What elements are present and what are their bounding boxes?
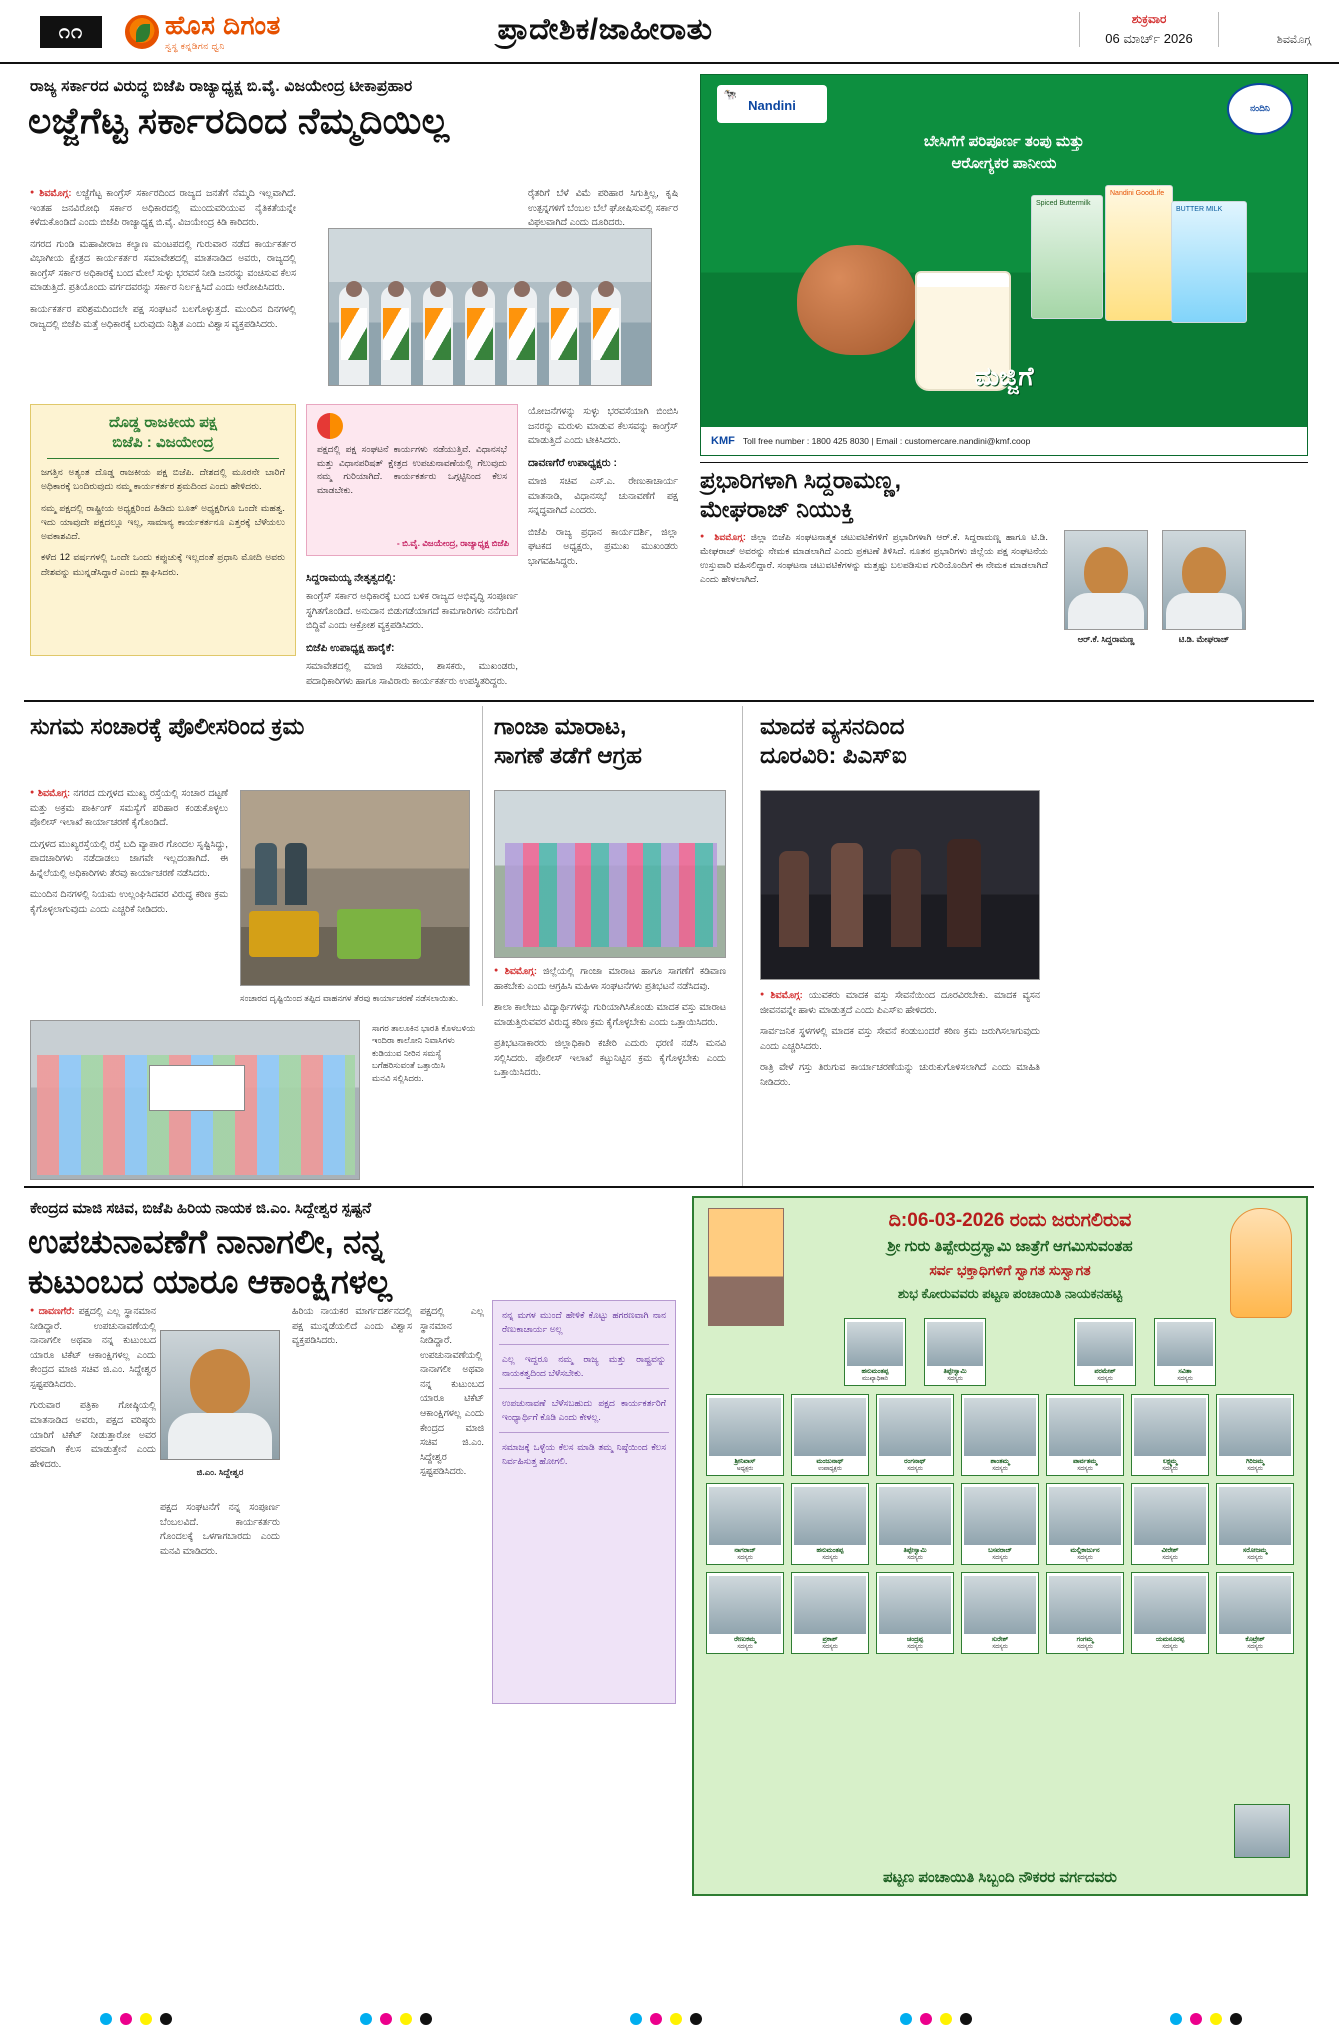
official-role: ಸದಸ್ಯರು: [947, 1376, 963, 1382]
story-appointment: [700, 466, 1308, 688]
person-photo: [964, 1487, 1036, 1545]
lead-para-3: ಕಾರ್ಯಕರ್ತರ ಪರಿಶ್ರಮದಿಂದಲೇ ಪಕ್ಷ ಸಂಘಟನೆ ಬಲಗೊಳ್ಳುತ್ತದೆ. ಮುಂದಿನ ದಿನಗಳಲ್ಲಿ ರಾಜ್ಯದಲ್ಲಿ ಬಿಜೆಪಿ ಮತ್ತೆ ಅಧಿಕಾರಕ್ಕೆ ಬರುವುದು ನಿಶ್ಚಿತ ಎಂದು ವಿಶ್ವಾಸ ವ್ಯಕ್ತಪಡಿಸಿದರು.: [30, 303, 296, 329]
logo-title: ಹೊಸ ದಿಗಂತ: [165, 10, 281, 40]
official-name: ತಿಪ್ಪೇಸ್ವಾಮಿ: [943, 1368, 967, 1375]
pack2-label: Nandini GoodLife: [1110, 190, 1165, 197]
section-title: ಪ್ರಾದೇಶಿಕ/ಜಾಹೀರಾತು: [497, 13, 713, 46]
appointment-headline: [700, 466, 1308, 524]
person-photo: [1049, 1398, 1121, 1456]
person-name: ವೀರೇಶ್: [1161, 1547, 1179, 1554]
drugs-para-3: ರಾತ್ರಿ ವೇಳೆ ಗಸ್ತು ತಿರುಗುವ ಕಾರ್ಯಾಚರಣೆಯನ್ನು ಚುರುಕುಗೊಳಿಸಲಾಗಿದೆ ಎಂದು ಮಾಹಿತಿ ನೀಡಿದರು.: [760, 1061, 1040, 1087]
person-card: [791, 1394, 869, 1476]
person-name: ಕೊಟ್ರೇಶ್: [1245, 1636, 1265, 1643]
person-card: [876, 1483, 954, 1565]
nandini-tagline-line1: ಬೇಸಿಗೆಗೆ ಪರಿಪೂರ್ಣ ತಂಪು ಮತ್ತು: [923, 133, 1085, 150]
crowd-illustration: [505, 843, 717, 947]
person-photo: [1134, 1398, 1206, 1456]
appointment-text: ಜಿಲ್ಲಾ ಬಿಜೆಪಿ ಸಂಘಟನಾತ್ಮಕ ಚಟುವಟಿಕೆಗಳಿಗೆ ಪ್ರಭಾರಿಗಳಾಗಿ ಆರ್.ಕೆ. ಸಿದ್ದರಾಮಣ್ಣ ಹಾಗೂ ಟಿ.ಡಿ. ಮೇಘರಾಜ್ ಅವರನ್ನು ನೇಮಕ ಮಾಡಲಾಗಿದೆ ಎಂದು ಪ್ರಕಟಣೆ ತಿಳಿಸಿದೆ. ನೂತನ ಪ್ರಭಾರಿಗಳು ಜಿಲ್ಲೆಯ ಪಕ್ಷ ಸಂಘಟನೆಯ ಉಸ್ತುವಾರಿ ವಹಿಸಲಿದ್ದಾರೆ. ಸಂಘಟನಾ ಚಟುವಟಿಕೆಗಳನ್ನು ಮತ್ತಷ್ಟು ಬಲಪಡಿಸುವ ಗುರಿಯೊಂದಿಗೆ ಈ ನೇಮಕ ಮಾಡಲಾಗಿದೆ ಎಂದು ಹೇಳಲಾಗಿದೆ.: [700, 531, 1048, 585]
bottom-para-5: ಪಕ್ಷದಲ್ಲಿ ಎಲ್ಲ ಸ್ಥಾನಮಾನ ನೀಡಿದ್ದಾರೆ. ಉಪಚುನಾವಣೆಯಲ್ಲಿ ನಾನಾಗಲೀ ಅಥವಾ ನನ್ನ ಕುಟುಂಬದ ಯಾರೂ ಟಿಕೆಟ್ ಆಕಾಂಕ್ಷಿಗಳಲ್ಲ ಎಂದು ಕೇಂದ್ರದ ಮಾಜಿ ಸಚಿವ ಜಿ.ಎಂ. ಸಿದ್ದೇಶ್ವರ ಸ್ಪಷ್ಟಪಡಿಸಿದರು.: [420, 1305, 484, 1477]
official-card: [844, 1318, 906, 1386]
drugs-headline-line2: ದೂರವಿರಿ: ಪಿಎಸ್ಐ: [760, 741, 907, 768]
person-photo: [964, 1398, 1036, 1456]
person-photo: [1219, 1576, 1291, 1634]
col4-para-3: ಬಿಜೆಪಿ ರಾಜ್ಯ ಪ್ರಧಾನ ಕಾರ್ಯದರ್ಶಿ, ಜಿಲ್ಲಾ ಘಟಕದ ಅಧ್ಯಕ್ಷರು, ಪ್ರಮುಖ ಮುಖಂಡರು ಭಾಗವಹಿಸಿದ್ದರು.: [528, 525, 678, 566]
person-name: ಸರೋಜಮ್ಮ: [1242, 1547, 1268, 1554]
traffic-para-3: ಮುಂದಿನ ದಿನಗಳಲ್ಲಿ ನಿಯಮ ಉಲ್ಲಂಘಿಸಿದವರ ವಿರುದ್ಧ ಕಠಿಣ ಕ್ರಮ ಕೈಗೊಳ್ಳಲಾಗುವುದು ಎಂದು ಎಚ್ಚರಿಕೆ ನೀಡಿದರು.: [30, 888, 228, 915]
product-pack-buttermilk: [1171, 201, 1247, 323]
person-card: [706, 1572, 784, 1654]
person-illustration: [891, 849, 921, 947]
official-role: ಸದಸ್ಯರು: [1177, 1376, 1193, 1382]
logo-icon: [125, 15, 159, 49]
logo-subtitle: ಸ್ವಸ್ಥ ಕನ್ನಡಿಗನ ಧ್ವನಿ: [165, 41, 225, 51]
bottom-para-3: ಪಕ್ಷದ ಸಂಘಟನೆಗೆ ನನ್ನ ಸಂಪೂರ್ಣ ಬೆಂಬಲವಿದೆ. ಕಾರ್ಯಕರ್ತರು ಗೊಂದಲಕ್ಕೆ ಒಳಗಾಗಬಾರದು ಎಂದು ಮನವಿ ಮಾಡಿದರು.: [160, 1501, 280, 1556]
purple-quote-3: ಉಪಚುನಾವಣೆ ಬೆಳೆಸಬಹುದು ಪಕ್ಷದ ಕಾರ್ಯಕರ್ತರಿಗೆ ಇಂಧ್ಯಾರ್ಥಿಗೆ ಕೊಡಿ ಎಂದು ಕೇಳಲ್ಲ.: [502, 1398, 666, 1422]
fruit-cart-illustration: [249, 911, 319, 957]
person-card: [791, 1572, 869, 1654]
appointment-dateline: ಶಿವಮೊಗ್ಗ:: [714, 531, 746, 542]
lead-column-1: [30, 186, 296, 398]
person-name: ಹನುಮಂತಪ್ಪ: [816, 1547, 844, 1554]
divider: [47, 458, 279, 459]
official-photo: [847, 1322, 903, 1366]
col4-para-2: ಮಾಜಿ ಸಚಿವ ಎಸ್.ಎ. ರೇಣುಕಾಚಾರ್ಯ ಮಾತನಾಡಿ, ವಿಧಾನಸಭೆ ಚುನಾವಣೆಗೆ ಪಕ್ಷ ಸನ್ನದ್ಧವಾಗಿದೆ ಎಂದರು.: [528, 475, 678, 516]
jatre-line-3: ಸರ್ವ ಭಕ್ತಾಧಿಗಳಿಗೆ ಸ್ವಾಗತ ಸುಸ್ವಾಗತ: [929, 1262, 1091, 1278]
person-role: ಸದಸ್ಯರು: [1247, 1555, 1263, 1561]
official-name: ಪರಮೇಶ್: [1094, 1368, 1116, 1375]
person-role: ಸದಸ್ಯರು: [1247, 1466, 1263, 1472]
person-name: ಯಮನೂರಪ್ಪ: [1155, 1636, 1185, 1643]
officer-2-illustration: [285, 843, 307, 905]
ganja-para-1: ಜಿಲ್ಲೆಯಲ್ಲಿ ಗಾಂಜಾ ಮಾರಾಟ ಹಾಗೂ ಸಾಗಣೆಗೆ ಕಡಿವಾಣ ಹಾಕಬೇಕು ಎಂದು ಆಗ್ರಹಿಸಿ ಮಹಿಳಾ ಸಂಘಟನೆಗಳು ಪ್ರತಿಭಟನೆ ನಡೆಸಿದವು.: [494, 965, 726, 991]
quote-attribution: - ಬಿ.ವೈ. ವಿಜಯೇಂದ್ರ, ರಾಜ್ಯಾಧ್ಯಕ್ಷ ಬಿಜೆಪಿ: [396, 538, 509, 548]
yellow-box-title-2: ಬಿಜೆಪಿ : ವಿಜಯೇಂದ್ರ: [112, 433, 214, 451]
bottom-para-1: ಪಕ್ಷದಲ್ಲಿ ಎಲ್ಲ ಸ್ಥಾನಮಾನ ನೀಡಿದ್ದಾರೆ. ಉಪಚುನಾವಣೆಯಲ್ಲಿ ನಾನಾಗಲೀ ಅಥವಾ ನನ್ನ ಕುಟುಂಬದ ಯಾರೂ ಟಿಕೆಟ್ ಆಕಾಂಕ್ಷಿಗಳಲ್ಲ ಎಂದು ಕೇಂದ್ರದ ಮಾಜಿ ಸಚಿವ ಜಿ.ಎಂ. ಸಿದ್ದೇಶ್ವರ ಸ್ಪಷ್ಟಪಡಿಸಿದರು.: [30, 1305, 156, 1389]
ganja-para-3: ಪ್ರತಿಭಟನಾಕಾರರು ಜಿಲ್ಲಾಧಿಕಾರಿ ಕಚೇರಿ ಎದುರು ಧರಣಿ ನಡೆಸಿ ಮನವಿ ಸಲ್ಲಿಸಿದರು. ಪೊಲೀಸ್ ಇಲಾಖೆ ಕಟ್ಟುನಿಟ್ಟಿನ ಕ್ರಮ ಕೈಗೊಳ್ಳಬೇಕು ಎಂದು ಒತ್ತಾಯಿಸಿದರು.: [494, 1037, 726, 1078]
chariot-illustration: [708, 1208, 784, 1326]
person-illustration: [831, 843, 863, 947]
person-card: [1216, 1394, 1294, 1476]
person-card: [1131, 1572, 1209, 1654]
purple-quote-1: ನನ್ನ ಮಗಳ ಮುಂದೆ ಹೇಳಿಕೆ ಕೊಟ್ಟು ಹಗರಣವಾಗಿ ನಾನ ರೆಣುಕಾಚಾರ್ಯ ಅಲ್ಲ: [502, 1310, 666, 1334]
person-role: ಸದಸ್ಯರು: [822, 1555, 838, 1561]
person-card: [961, 1394, 1039, 1476]
subhead-siddaramaiah: ಸಿದ್ದರಾಮಯ್ಯ ನೇತೃತ್ವದಲ್ಲಿ:: [306, 572, 396, 584]
date-block: [1079, 12, 1219, 47]
portrait-caption-siddeshwara: ಜಿ.ಎಂ. ಸಿದ್ದೇಶ್ವರ: [196, 1467, 244, 1477]
divider: [700, 462, 1308, 463]
person-name: ನಾಗರಾಜ್: [734, 1547, 756, 1554]
person-name: ಸುರೇಶ್: [991, 1636, 1009, 1643]
protest-caption-l3: ಕುಡಿಯುವ ನೀರಿನ ಸಮಸ್ಯೆ: [372, 1047, 442, 1058]
divider: [742, 706, 743, 1186]
person-role: ಸದಸ್ಯರು: [737, 1555, 753, 1561]
person-card: [1046, 1394, 1124, 1476]
official-photo: [1077, 1322, 1133, 1366]
registration-marks: [0, 2013, 1339, 2027]
protest-caption-l5: ಮನವಿ ಸಲ್ಲಿಸಿದರು.: [372, 1072, 424, 1083]
person-card: [1046, 1483, 1124, 1565]
vegetable-cart-illustration: [337, 909, 421, 959]
person-card: [961, 1483, 1039, 1565]
person-photo: [1049, 1576, 1121, 1634]
bottom-dateline: ದಾವಣಗೆರೆ:: [38, 1305, 75, 1316]
portrait-siddaramanna: [1064, 530, 1148, 630]
lead-kicker: ರಾಜ್ಯ ಸರ್ಕಾರದ ವಿರುದ್ಧ ಬಿಜೆಪಿ ರಾಜ್ಯಾಧ್ಯಕ್ಷ ಬಿ.ವೈ. ವಿಜಯೇಂದ್ರ ಟೀಕಾಪ್ರಹಾರ: [30, 78, 413, 95]
person-card: [1131, 1483, 1209, 1565]
drugs-para-1: ಯುವಕರು ಮಾದಕ ವಸ್ತು ಸೇವನೆಯಿಂದ ದೂರವಿರಬೇಕು. ಮಾದಕ ವ್ಯಸನ ಜೀವನವನ್ನೇ ಹಾಳು ಮಾಡುತ್ತದೆ ಎಂದು ಪಿಎಸ್ಐ ಹೇಳಿದರು.: [760, 989, 1040, 1015]
jatre-footer: ಪಟ್ಟಣ ಪಂಚಾಯಿತಿ ಸಿಬ್ಬಂದಿ ನೌಕರರ ವರ್ಗದವರು: [883, 1869, 1117, 1886]
subhead-vicepresident: ಬಿಜೆಪಿ ಉಪಾಧ್ಯಕ್ಷ ಹಾರೈಕೆ:: [306, 642, 395, 654]
bottom-headline: [28, 1222, 688, 1301]
lead-para-1: ಲಜ್ಜೆಗೆಟ್ಟ ಕಾಂಗ್ರೆಸ್ ಸರ್ಕಾರದಿಂದ ರಾಜ್ಯದ ಜನತೆಗೆ ನೆಮ್ಮದಿ ಇಲ್ಲವಾಗಿದೆ. ಇಂತಹ ಜನವಿರೋಧಿ ಸರ್ಕಾರ ಅಧಿಕಾರದಲ್ಲಿ ಮುಂದುವರಿಯುವ ನೈತಿಕತೆಯನ್ನೇ ಕಳೆದುಕೊಂಡಿದೆ ಎಂದು ಬಿಜೆಪಿ ರಾಜ್ಯಾಧ್ಯಕ್ಷ ಬಿ.ವೈ. ವಿಜಯೇಂದ್ರ ಕಿಡಿ ಕಾರಿದರು.: [30, 187, 296, 228]
street-market-photo: [240, 790, 470, 986]
advertisement-jatre[interactable]: [692, 1196, 1308, 1896]
purple-quote-4: ಸಮಾಜಕ್ಕೆ ಒಳ್ಳೆಯ ಕೆಲಸ ಮಾಡಿ ತಮ್ಮ ನಿಷ್ಠೆಯಿಂದ ಕೆಲಸ ನಿರ್ವಹಿಸುತ್ತ ಹೋಗಲಿ.: [502, 1442, 666, 1466]
protest-caption-l1: ಸಾಗರ ತಾಲೂಕಿನ ಭಾರತಿ ಕೊಳಬಳಿಯ: [372, 1023, 476, 1033]
person-photo: [709, 1398, 781, 1456]
drugs-para-2: ಸಾರ್ವಜನಿಕ ಸ್ಥಳಗಳಲ್ಲಿ ಮಾದಕ ವಸ್ತು ಸೇವನೆ ಕಂಡುಬಂದರೆ ಕಠಿಣ ಕ್ರಮ ಜರುಗಿಸಲಾಗುವುದು ಎಂದು ಎಚ್ಚರಿಸಿದರು.: [760, 1025, 1040, 1051]
official-card: [1074, 1318, 1136, 1386]
official-name: ಸವಿತಾ: [1178, 1368, 1192, 1375]
lead-para-2: ನಗರದ ಗುಂಡಿ ಮಹಾವೀರಾಜ ಕಲ್ಯಾಣ ಮಂಟಪದಲ್ಲಿ ಗುರುವಾರ ನಡೆದ ಕಾರ್ಯಕರ್ತರ ವಿಭಾಗೀಯ ಕ್ಷೇತ್ರದ ಕಾರ್ಯಕರ್ತರ ಸಮಾವೇಶದಲ್ಲಿ ಮಾತನಾಡಿದ ಅವರು, ರಾಜ್ಯದಲ್ಲಿ ಕಾಂಗ್ರೆಸ್ ಸರ್ಕಾರ ಅಧಿಕಾರಕ್ಕೆ ಬಂದ ಮೇಲೆ ಸುಳ್ಳು ಭರವಸೆ ನೀಡಿ ಜನರನ್ನು ವಂಚಿಸುವ ಕೆಲಸ ಮಾಡುತ್ತಿದೆ. ಪ್ರತಿಯೊಂದು ವರ್ಗದವರನ್ನು ಸರ್ಕಾರ ನಿರ್ಲಕ್ಷಿಸಿದೆ ಎಂದು ಆರೋಪಿಸಿದರು.: [30, 237, 296, 293]
person-photo: [1219, 1398, 1291, 1456]
person-photo: [879, 1487, 951, 1545]
quote-text: ಪಕ್ಷದಲ್ಲಿ ಪಕ್ಷ ಸಂಘಟನೆ ಕಾರ್ಯಗಳು ನಡೆಯುತ್ತಿವೆ. ವಿಧಾನಸಭೆ ಮತ್ತು ವಿಧಾನಪರಿಷತ್ ಕ್ಷೇತ್ರದ ಉಪಚುನಾವಣೆಯಲ್ಲಿ ಗೆಲುವುದು ನಮ್ಮ ಗುರಿಯಾಗಿದೆ. ಕಾರ್ಯಕರ್ತರು ಒಗ್ಗಟ್ಟಿನಿಂದ ಕೆಲಸ ಮಾಡಬೇಕು.: [317, 444, 507, 495]
person-card: [876, 1572, 954, 1654]
person-photo: [879, 1398, 951, 1456]
police-officer-illustration: [255, 843, 277, 905]
col3-para-2: ಕಾಂಗ್ರೆಸ್ ಸರ್ಕಾರ ಅಧಿಕಾರಕ್ಕೆ ಬಂದ ಬಳಿಕ ರಾಜ್ಯದ ಅಭಿವೃದ್ಧಿ ಸಂಪೂರ್ಣ ಸ್ಥಗಿತಗೊಂಡಿದೆ. ಅನುದಾನ ಬಿಡುಗಡೆಯಾಗದೆ ಕಾಮಗಾರಿಗಳು ನನೆಗುದಿಗೆ ಬಿದ್ದಿವೆ ಎಂದು ಆಕ್ರೋಶ ವ್ಯಕ್ತಪಡಿಸಿದರು.: [306, 590, 518, 631]
person-role: ಸದಸ್ಯರು: [1162, 1466, 1178, 1472]
weekday-label: ಶುಕ್ರವಾರ: [1131, 12, 1167, 26]
pack1-label: Spiced Buttermilk: [1036, 200, 1091, 207]
person-name: ಮಲ್ಲಿಕಾರ್ಜುನ: [1070, 1547, 1100, 1554]
person-role: ಸದಸ್ಯರು: [992, 1466, 1008, 1472]
person-name: ಶ್ರೀನಿವಾಸ್: [734, 1458, 756, 1465]
person-card: [1046, 1572, 1124, 1654]
drugs-headline-line1: ಮಾದಕ ವ್ಯಸನದಿಂದ: [760, 713, 905, 739]
person-name: ಮಂಜುನಾಥ್: [816, 1458, 844, 1465]
person-role: ಉಪಾಧ್ಯಕ್ಷರು: [818, 1466, 842, 1472]
highlight-box-bjp: [30, 404, 296, 656]
protest-caption-l2: ಇಂದಿರಾ ಕಾಲೋನಿ ನಿವಾಸಿಗಳು: [372, 1035, 455, 1046]
official-role: ಮುಖ್ಯಾಧಿಕಾರಿ: [862, 1376, 888, 1382]
person-illustration: [779, 851, 809, 947]
person-name: ರೇಣುಕಮ್ಮ: [734, 1636, 756, 1643]
person-photo: [709, 1487, 781, 1545]
appointment-headline-line1: ಪ್ರಭಾರಿಗಳಾಗಿ ಸಿದ್ದರಾಮಣ್ಣ,: [700, 467, 902, 493]
official-photo: [1157, 1322, 1213, 1366]
person-role: ಸದಸ್ಯರು: [1162, 1644, 1178, 1650]
person-photo: [1134, 1487, 1206, 1545]
person-role: ಅಧ್ಯಕ್ಷರು: [736, 1466, 754, 1472]
portrait-caption-1: ಆರ್.ಕೆ. ಸಿದ್ದರಾಮಣ್ಣ: [1077, 634, 1135, 644]
person-role: ಸದಸ್ಯರು: [1247, 1644, 1263, 1650]
person-name: ಲಕ್ಷ್ಮಮ್ಮ: [1162, 1458, 1178, 1465]
yellow-box-para-3: ಕಳೆದ 12 ವರ್ಷಗಳಲ್ಲಿ ಒಂದೇ ಒಂದು ಕಪ್ಪುಚುಕ್ಕೆ ಇಲ್ಲದಂತೆ ಪ್ರಧಾನಿ ಮೋದಿ ಅವರು ದೇಶವನ್ನು ಮುನ್ನಡೆಸಿದ್ದಾರೆ ಎಂದು ಶ್ಲಾಘಿಸಿದರು.: [41, 552, 285, 577]
bottom-kicker: ಕೇಂದ್ರದ ಮಾಜಿ ಸಚಿವ, ಬಿಜೆಪಿ ಹಿರಿಯ ನಾಯಕ ಜಿ.ಎಂ. ಸಿದ್ದೇಶ್ವರ ಸ್ಪಷ್ಟನೆ: [30, 1200, 372, 1217]
nandini-tagline-line2: ಆರೋಗ್ಯಕರ ಪಾನೀಯ: [951, 154, 1057, 172]
bottom-headline-line1: ಉಪಚುನಾವಣೆಗೆ ನಾನಾಗಲೀ, ನನ್ನ: [28, 1223, 385, 1260]
official-card: [1154, 1318, 1216, 1386]
person-name: ರಂಗನಾಥ್: [904, 1458, 926, 1465]
person-card: [961, 1572, 1039, 1654]
yellow-box-para-2: ನಮ್ಮ ಪಕ್ಷದಲ್ಲಿ ರಾಷ್ಟ್ರೀಯ ಅಧ್ಯಕ್ಷರಿಂದ ಹಿಡಿದು ಬೂತ್ ಅಧ್ಯಕ್ಷರಿಗೂ ಒಂದೇ ಮಹತ್ವ. ಇದು ಯಾವುದೇ ಪಕ್ಷದಲ್ಲೂ ಇಲ್ಲ, ಸಾಮಾನ್ಯ ಕಾರ್ಯಕರ್ತನೂ ಎತ್ತರಕ್ಕೆ ಬೆಳೆಯಲು ಅವಕಾಶವಿದೆ.: [41, 502, 285, 541]
street-photo-caption: ಸಂಚಾರದ ದೃಷ್ಟಿಯಿಂದ ತಪ್ಪಿದ ವಾಹನಗಳ ತೆರವು ಕಾರ್ಯಾಚರಣೆ ನಡೆಸಲಾಯಿತು.: [240, 993, 459, 1003]
official-role: ಸದಸ್ಯರು: [1097, 1376, 1113, 1382]
jatre-date-line: ದಿ:06-03-2026 ರಂದು ಜರುಗಲಿರುವ: [888, 1210, 1132, 1231]
person-illustration: [947, 839, 981, 947]
person-role: ಸದಸ್ಯರು: [737, 1644, 753, 1650]
drugs-dateline: ಶಿವಮೊಗ್ಗ:: [770, 989, 803, 1000]
person-role: ಸದಸ್ಯರು: [1162, 1555, 1178, 1561]
traffic-para-2: ದುಗ್ಗಳದ ಮುಖ್ಯರಸ್ತೆಯಲ್ಲಿ ರಸ್ತೆ ಬದಿ ವ್ಯಾಪಾರ ಗೊಂದಲ ಸೃಷ್ಟಿಸಿದ್ದು, ಪಾದಚಾರಿಗಳು ನಡೆದಾಡಲು ಜಾಗವೇ ಇಲ್ಲದಂತಾಗಿದೆ. ಈ ಹಿನ್ನೆಲೆಯಲ್ಲಿ ಅಧಿಕಾರಿಗಳು ತೆರವು ಕಾರ್ಯಾಚರಣೆ ನಡೆಸಿದರು.: [30, 837, 228, 878]
bottom-para-4: ಹಿರಿಯ ನಾಯಕರ ಮಾರ್ಗದರ್ಶನದಲ್ಲಿ ಪಕ್ಷ ಮುನ್ನಡೆಯಲಿದೆ ಎಂದು ವಿಶ್ವಾಸ ವ್ಯಕ್ತಪಡಿಸಿದರು.: [292, 1305, 412, 1346]
person-card: [706, 1483, 784, 1565]
protest-banner: [149, 1065, 245, 1111]
person-photo: [1134, 1576, 1206, 1634]
bottom-column-4: [420, 1304, 484, 1884]
official-name: ಹನುಮಂತಪ್ಪ: [861, 1368, 889, 1375]
cow-icon: 🐄: [723, 89, 737, 101]
subhead-davanagere: ದಾವಣಗೆರೆ ಉಪಾಧ್ಯಕ್ಷರು :: [528, 456, 618, 469]
masthead: [0, 0, 1339, 64]
signatory-card: [1234, 1804, 1290, 1858]
ganja-headline-line1: ಗಾಂಜಾ ಮಾರಾಟ,: [494, 713, 627, 739]
section-divider: [24, 700, 1314, 702]
drugs-headline: [760, 712, 1060, 769]
bottom-column-1: [30, 1304, 156, 1884]
person-role: ಸದಸ್ಯರು: [822, 1644, 838, 1650]
product-pack-spiced-buttermilk: [1031, 195, 1103, 319]
quote-icon: [317, 413, 343, 439]
appointment-headline-line2: ಮೇಘರಾಜ್ ನಿಯುಕ್ತಿ: [700, 495, 854, 522]
person-name: ಶಾಂತಮ್ಮ: [990, 1458, 1010, 1465]
person-card: [1216, 1483, 1294, 1565]
person-photo: [1219, 1487, 1291, 1545]
portrait-megharaj: [1162, 530, 1246, 630]
person-photo: [709, 1576, 781, 1634]
ganja-dateline: ಶಿವಮೊಗ್ಗ:: [504, 965, 537, 976]
protest-photo-caption: [372, 1022, 480, 1084]
nandini-logo: [717, 85, 827, 123]
nandini-product-name: ಮಜ್ಜಿಗೆ: [974, 361, 1034, 391]
advertisement-nandini[interactable]: [700, 74, 1308, 456]
person-card: [706, 1394, 784, 1476]
traffic-body: [30, 786, 228, 996]
purple-quote-2: ಎಲ್ಲ ಇದ್ದರೂ ನಮ್ಮ ರಾಜ್ಯ ಮತ್ತು ರಾಷ್ಟ್ರವನ್ನು ನಾಯಕತ್ವದಿಂದ ಬೆಳೆಸಬೇಕು.: [502, 1354, 666, 1378]
person-name: ಚಂದ್ರಪ್ಪ: [906, 1636, 924, 1643]
product-pack-goodlife: [1105, 185, 1173, 321]
person-name: ತಿಪ್ಪೇಸ್ವಾಮಿ: [903, 1547, 927, 1554]
yellow-box-title-1: ದೊಡ್ಡ ರಾಜಕೀಯ ಪಕ್ಷ: [109, 414, 217, 431]
protest-women-photo: [494, 790, 726, 958]
bottom-column-2: [160, 1500, 280, 1884]
official-card: [924, 1318, 986, 1386]
jatre-people-grid: [706, 1394, 1294, 1654]
person-photo: [794, 1576, 866, 1634]
person-name: ಬಸವರಾಜ್: [988, 1547, 1012, 1554]
bottom-headline-line2: ಕುಟುಂಬದ ಯಾರೂ ಆಕಾಂಕ್ಷಿಗಳಲ್ಲ: [28, 1262, 393, 1300]
person-photo: [794, 1487, 866, 1545]
bottom-column-3: [292, 1304, 412, 1884]
drugs-body: [760, 988, 1040, 1188]
publication-logo: [125, 8, 355, 56]
nandini-brand-text: Nandini: [748, 98, 796, 113]
person-name: ಗಿರಿಜಮ್ಮ: [1245, 1458, 1265, 1465]
person-role: ಸದಸ್ಯರು: [1077, 1555, 1093, 1561]
col4-para-1: ಯೋಜನೆಗಳನ್ನು ಸುಳ್ಳು ಭರವಸೆಯಾಗಿ ಬಿಂಬಿಸಿ ಜನರನ್ನು ಮರುಳು ಮಾಡುವ ಕೆಲಸವನ್ನು ಕಾಂಗ್ರೆಸ್ ಮಾಡುತ್ತಿದೆ ಎಂದು ಟೀಕಿಸಿದರು.: [528, 405, 678, 446]
person-role: ಸದಸ್ಯರು: [907, 1466, 923, 1472]
page-number: ೧೧: [40, 16, 102, 48]
water-protest-photo: [30, 1020, 360, 1180]
nandini-contact: Toll free number : 1800 425 8030 | Email : customercare.nandini@kmf.coop: [742, 436, 1031, 446]
person-card: [1216, 1572, 1294, 1654]
official-photo: [927, 1322, 983, 1366]
person-role: ಸದಸ್ಯರು: [992, 1644, 1008, 1650]
person-card: [876, 1394, 954, 1476]
person-name: ಪಾರ್ವತಮ್ಮ: [1072, 1458, 1098, 1465]
jatre-line-2: ಶ್ರೀ ಗುರು ತಿಪ್ಪೇರುದ್ರಸ್ವಾಮಿ ಜಾತ್ರೆಗೆ ಆಗಮಿಸುವಂತಹ: [887, 1238, 1133, 1255]
col3-para-1: ರೈತರಿಗೆ ಬೆಳೆ ವಿಮೆ ಪರಿಹಾರ ಸಿಗುತ್ತಿಲ್ಲ, ಕೃಷಿ ಉತ್ಪನ್ನಗಳಿಗೆ ಬೆಂಬಲ ಬೆಲೆ ಘೋಷಿಸುವಲ್ಲಿ ಸರ್ಕಾರ ವಿಫಲವಾಗಿದೆ ಎಂದು ದೂರಿದರು.: [528, 187, 678, 228]
ganja-headline-line2: ಸಾಗಣೆ ತಡೆಗೆ ಆಗ್ರಹ: [494, 741, 642, 768]
person-photo: [879, 1576, 951, 1634]
person-role: ಸದಸ್ಯರು: [1077, 1466, 1093, 1472]
highlight-box-quotes: [492, 1300, 676, 1704]
traffic-headline: ಸುಗಮ ಸಂಚಾರಕ್ಕೆ ಪೊಲೀಸರಿಂದ ಕ್ರಮ: [30, 713, 305, 739]
section-divider: [24, 1186, 1314, 1188]
portrait-caption-2: ಟಿ.ಡಿ. ಮೇಘರಾಜ್: [1178, 634, 1230, 644]
bottom-para-2: ಗುರುವಾರ ಪತ್ರಿಕಾ ಗೋಷ್ಠಿಯಲ್ಲಿ ಮಾತನಾಡಿದ ಅವರು, ಪಕ್ಷದ ವರಿಷ್ಠರು ಯಾರಿಗೆ ಟಿಕೆಟ್ ನೀಡುತ್ತಾರೋ ಅವರ ಪರವಾಗಿ ಕೆಲಸ ಮಾಡುತ್ತೇನೆ ಎಂದು ಹೇಳಿದರು.: [30, 1399, 156, 1469]
person-role: ಸದಸ್ಯರು: [1077, 1644, 1093, 1650]
jatre-top-officials: [694, 1318, 1306, 1388]
ganja-headline: [494, 712, 734, 769]
lead-headline: ಲಜ್ಜೆಗೆಟ್ಟ ಸರ್ಕಾರದಿಂದ ನೆಮ್ಮದಿಯಿಲ್ಲ: [28, 100, 450, 141]
person-photo: [794, 1398, 866, 1456]
nandini-tagline: [701, 131, 1307, 175]
person-name: ಪ್ರಕಾಶ್: [822, 1636, 838, 1643]
yellow-box-para-1: ಜಗತ್ತಿನ ಅತ್ಯಂತ ದೊಡ್ಡ ರಾಜಕೀಯ ಪಕ್ಷ ಬಿಜೆಪಿ. ದೇಶದಲ್ಲಿ ಮೂರನೇ ಬಾರಿಗೆ ಅಧಿಕಾರಕ್ಕೆ ಬಂದಿರುವುದು ನಮ್ಮ ಕಾರ್ಯಕರ್ತರ ಶ್ರಮದಿಂದ ಎಂದು ಹೇಳಿದರು.: [41, 467, 285, 492]
ganja-body: [494, 964, 726, 1194]
divider: [482, 706, 483, 1006]
ganja-para-2: ಶಾಲಾ ಕಾಲೇಜು ವಿದ್ಯಾರ್ಥಿಗಳನ್ನು ಗುರಿಯಾಗಿಸಿಕೊಂಡು ಮಾದಕ ವಸ್ತು ಮಾರಾಟ ಮಾಡುತ್ತಿರುವವರ ವಿರುದ್ಧ ಕಠಿಣ ಕ್ರಮ ಕೈಗೊಳ್ಳಬೇಕು ಎಂದು ಒತ್ತಾಯಿಸಿದರು.: [494, 1001, 726, 1027]
dateline: ಶಿವಮೊಗ್ಗ:: [39, 187, 72, 198]
clay-pot-illustration: [797, 245, 917, 355]
quote-box: [306, 404, 518, 556]
jatre-line-4: ಶುಭ ಕೋರುವವರು ಪಟ್ಟಣ ಪಂಚಾಯಿತಿ ನಾಯಕನಹಟ್ಟಿ: [897, 1286, 1123, 1301]
person-card: [791, 1483, 869, 1565]
portrait-siddeshwara: [160, 1330, 280, 1460]
person-photo: [1049, 1487, 1121, 1545]
pack3-label: BUTTER MILK: [1176, 206, 1223, 213]
lead-column-4: [528, 404, 678, 696]
lead-column-3-top: [528, 186, 678, 398]
person-card: [1131, 1394, 1209, 1476]
person-photo: [964, 1576, 1036, 1634]
lead-column-3-lower: [306, 566, 518, 696]
traffic-para-1: ನಗರದ ದುಗ್ಗಳದ ಮುಖ್ಯ ರಸ್ತೆಯಲ್ಲಿ ಸಂಚಾರ ದಟ್ಟಣೆ ಮತ್ತು ಅಕ್ರಮ ಪಾರ್ಕಿಂಗ್ ಸಮಸ್ಯೆಗೆ ಪರಿಹಾರ ಕಂಡುಕೊಳ್ಳಲು ಪೊಲೀಸ್ ಇಲಾಖೆ ಕಾರ್ಯಾಚರಣೆ ಕೈಗೊಂಡಿದೆ.: [30, 787, 228, 828]
nandini-footer: [701, 427, 1307, 455]
person-name: ಗಂಗಮ್ಮ: [1076, 1636, 1094, 1643]
edition-label: ಶಿವಮೊಗ್ಗ: [1276, 34, 1311, 46]
night-patrol-photo: [760, 790, 1040, 980]
person-role: ಸದಸ್ಯರು: [992, 1555, 1008, 1561]
deity-illustration: [1230, 1208, 1292, 1318]
nandini-badge: ನಂದಿನಿ: [1227, 83, 1293, 135]
person-role: ಸದಸ್ಯರು: [907, 1644, 923, 1650]
protest-caption-l4: ಬಗೆಹರಿಸುವಂತೆ ಒತ್ತಾಯಿಸಿ: [372, 1060, 446, 1071]
person-role: ಸದಸ್ಯರು: [907, 1555, 923, 1561]
col3-para-3: ಸಮಾವೇಶದಲ್ಲಿ ಮಾಜಿ ಸಚಿವರು, ಶಾಸಕರು, ಮುಖಂಡರು, ಪದಾಧಿಕಾರಿಗಳು ಹಾಗೂ ಸಾವಿರಾರು ಕಾರ್ಯಕರ್ತರು ಉಪಸ್ಥಿತರಿದ್ದರು.: [306, 660, 518, 686]
kmf-logo: KMF: [711, 435, 735, 447]
appointment-body: [700, 530, 1048, 587]
date-label: 06 ಮಾರ್ಚ್ 2026: [1105, 31, 1193, 46]
traffic-dateline: ಶಿವಮೊಗ್ಗ:: [37, 787, 71, 798]
